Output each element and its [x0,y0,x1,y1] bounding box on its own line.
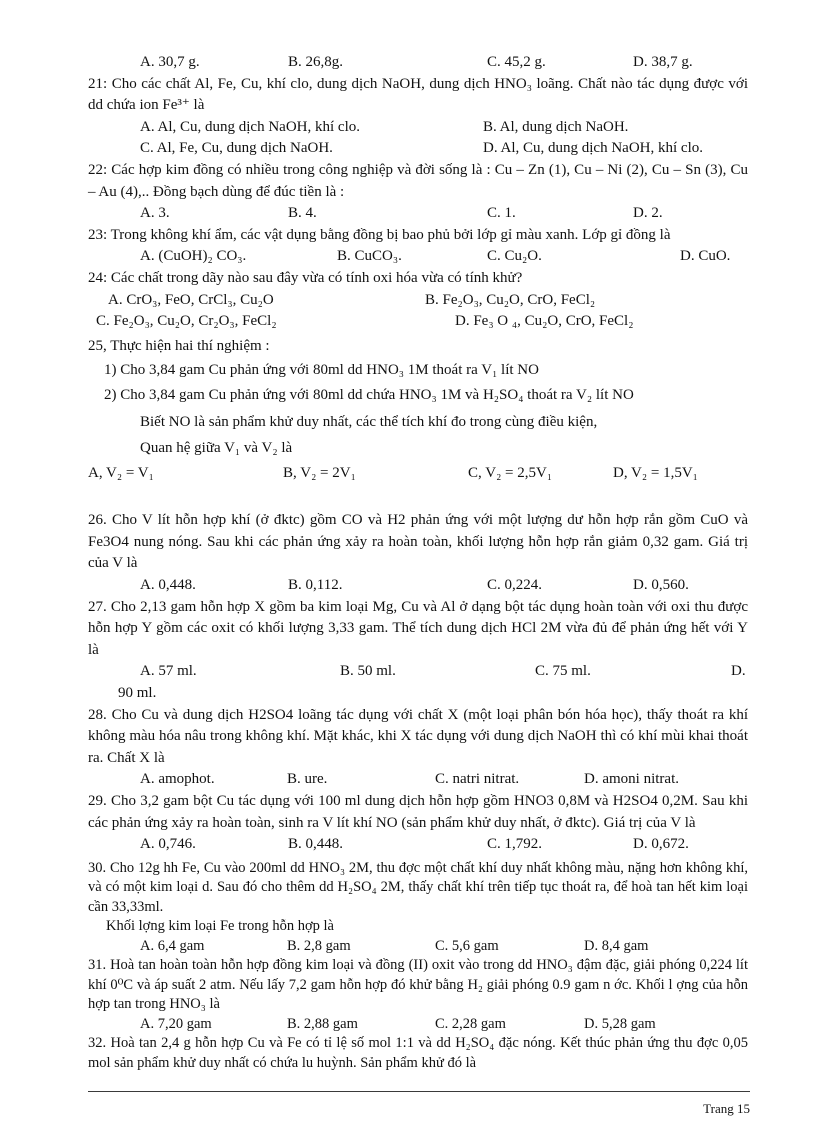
option-a: A. 6,4 gam [140,937,205,954]
option-d: D. 38,7 g. [633,54,693,70]
option-a: A. (CuOH)₂ CO₃. [140,248,247,265]
option-a: A. 0,448. [140,577,196,594]
option-b: B. 2,88 gam [287,1015,358,1032]
option-b: B. 4. [288,205,317,222]
question-21-options-row-1 [88,117,748,139]
option-d: D. amoni nitrat. [584,771,679,788]
option-d: D. Al, Cu, dung dịch NaOH, khí clo. [483,140,703,157]
question-20-options-row [88,52,748,74]
option-c: C. 2,28 gam [435,1015,506,1032]
option-c: C, V₂ = 2,5V₁ [468,464,553,481]
option-d: D. 0,560. [633,577,689,594]
option-d: D. 0,672. [633,836,689,853]
option-c: C. Cu₂O. [487,248,542,265]
question-21-stem: 21: Cho các chất Al, Fe, Cu, khí clo, dung dịch NaOH, dung dịch HNO₃ loãng. Chất nào tác dụng được với dd chứa ion Fe³⁺ là [88,75,748,114]
question-27-option-d-continuation: 90 ml. [118,685,157,702]
option-c: C. natri nitrat. [435,771,520,788]
option-d: D. Fe₃ O ₄, Cu₂O, CrO, FeCl₂ [455,313,634,330]
question-29-options-row [88,834,748,856]
option-a: A. 7,20 gam [140,1015,212,1032]
question-21-options-row-2 [88,138,748,160]
option-a: A. 0,746. [140,836,196,853]
question-25-head: 25, Thực hiện hai thí nghiệm : [88,337,270,354]
question-23-options-row [88,246,748,268]
option-d: D. 2. [633,205,663,222]
option-c: C. 0,224. [487,577,543,594]
question-26-stem: 26. Cho V lít hỗn hợp khí (ở đktc) gồm CO và H2 phản ứng với một lượng dư hỗn hợp rắn gồm CuO và Fe3O4 nung nóng. Sau khi các phản ứng xảy ra hoàn toàn, khối lượng hỗn hợp rắn giảm 0,32 gam. Giá trị của V là [88,512,748,572]
question-25-note: Biết NO là sản phẩm khử duy nhất, các thể tích khí đo trong cùng điều kiện, [140,413,598,430]
page-body [88,52,748,1073]
question-25-options-row [88,463,748,485]
footer-divider [88,1091,750,1092]
option-c: C. 1. [487,205,516,222]
option-d: D. CuO. [680,248,731,265]
question-30-options-row [88,937,748,957]
question-31-stem: 31. Hoà tan hoàn toàn hỗn hợp đồng kim loại và đồng (II) oxit vào trong dd HNO₃ đậm đặc, giải phóng 0,224 lít khí 0⁰C và áp suất 2 atm. Nếu lấy 7,2 gam hỗn hợp đó khử bằng H₂ giải phóng 0.9 gam n ớc. Khối l ợng của hỗn hợp tan trong HNO₃ là [88,957,748,1013]
option-b: B. Fe₂O₃, Cu₂O, CrO, FeCl₂ [425,291,596,308]
question-25-question: Quan hệ giữa V₁ và V₂ là [140,440,293,457]
option-b: B. 26,8g. [288,54,344,70]
option-c: C. Al, Fe, Cu, dung dịch NaOH. [140,140,333,157]
question-26-options-row [88,575,748,597]
option-d: D. 5,28 gam [584,1015,656,1032]
page-number: Trang 15 [703,1101,750,1116]
option-a: A, V₂ = V₁ [88,464,154,481]
option-a: A. 30,7 g. [140,54,200,70]
option-a: A. Al, Cu, dung dịch NaOH, khí clo. [140,118,360,135]
question-22-options-row [88,203,748,225]
option-a: A. 57 ml. [140,663,197,680]
option-b: B, V₂ = 2V₁ [283,464,356,481]
option-d: D. 8,4 gam [584,937,649,954]
question-27-options-row [88,661,748,683]
option-b: B. 0,112. [288,577,343,594]
question-23-stem: 23: Trong không khí ẩm, các vật dụng bằng đồng bị bao phủ bởi lớp gỉ màu xanh. Lớp gỉ đồng là [88,226,671,243]
option-b: B. 2,8 gam [287,937,351,954]
question-32-stem: 32. Hoà tan 2,4 g hỗn hợp Cu và Fe có tỉ lệ số mol 1:1 và dd H₂SO₄ đặc nóng. Kết thúc phản ứng thu đợc 0,05 mol sản phẩm khử duy nhất có chứa lu huỳnh. Sản phẩm khử đó là [88,1035,748,1071]
option-b: B. Al, dung dịch NaOH. [483,118,629,135]
question-29-stem: 29. Cho 3,2 gam bột Cu tác dụng với 100 ml dung dịch hỗn hợp gồm HNO3 0,8M và H2SO4 0,2M. Sau khi các phản ứng xảy ra hoàn toàn, sinh ra V lít khí NO (sản phẩm khử duy nhất, ở đktc). Giá trị của V là [88,793,748,831]
question-24-options-row-2 [88,311,748,333]
question-25-experiment-1: 1) Cho 3,84 gam Cu phản ứng với 80ml dd HNO₃ 1M thoát ra V₁ lít NO [104,362,539,379]
question-22-stem: 22: Các hợp kim đồng có nhiều trong công nghiệp và đời sống là : Cu – Zn (1), Cu – Ni (2), Cu – Sn (3), Cu – Au (4),.. Đồng bạch dùng để đúc tiền là : [88,161,748,200]
question-30-sub-question: Khối lợng kim loại Fe trong hỗn hợp là [106,918,334,935]
option-d: D. [731,663,746,680]
option-a: A. 3. [140,205,170,222]
question-28-options-row [88,769,748,791]
question-31-options-row [88,1015,748,1035]
option-c: C. Fe₂O₃, Cu₂O, Cr₂O₃, FeCl₂ [96,313,277,330]
question-25-experiment-2: 2) Cho 3,84 gam Cu phản ứng với 80ml dd chứa HNO₃ 1M và H₂SO₄ thoát ra V₂ lít NO [104,386,634,403]
question-27-stem: 27. Cho 2,13 gam hỗn hợp X gồm ba kim loại Mg, Cu và Al ở dạng bột tác dụng hoàn toàn với oxi thu được hỗn hợp Y gồm các oxit có khối lượng 3,33 gam. Thể tích dung dịch HCl 2M vừa đủ để phản ứng hết với Y là [88,598,748,658]
option-b: B. CuCO₃. [337,248,402,265]
option-b: B. ure. [287,771,328,788]
option-c: C. 75 ml. [535,663,591,680]
option-c: C. 5,6 gam [435,937,499,954]
option-a: A. amophot. [140,771,215,788]
option-b: B. 50 ml. [340,663,396,680]
question-24-options-row-1 [88,290,748,312]
question-24-stem: 24: Các chất trong dãy nào sau đây vừa có tính oxi hóa vừa có tính khử? [88,269,523,286]
option-c: C. 1,792. [487,836,543,853]
option-d: D, V₂ = 1,5V₁ [613,464,698,481]
question-28-stem: 28. Cho Cu và dung dịch H2SO4 loãng tác dụng với chất X (một loại phân bón hóa học), thấy thoát ra khí không màu hóa nâu trong không khí. Mặt khác, khi X tác dụng với dung dịch NaOH thì có khí mùi khai thoát ra. Chất X là [88,706,748,766]
option-c: C. 45,2 g. [487,54,546,70]
question-block-30-32 [88,859,748,1074]
option-b: B. 0,448. [288,836,344,853]
question-30-stem: 30. Cho 12g hh Fe, Cu vào 200ml dd HNO₃ 2M, thu đợc một chất khí duy nhất không màu, nặng hơn không khí, và có một kim loại d. Sau đó cho thêm dd H₂SO₄ 2M, thấy chất khí trên tiếp tục thoát ra, để hoà tan hết kim loại cần 33,33ml. [88,859,748,915]
option-a: A. CrO₃, FeO, CrCl₃, Cu₂O [108,291,274,308]
